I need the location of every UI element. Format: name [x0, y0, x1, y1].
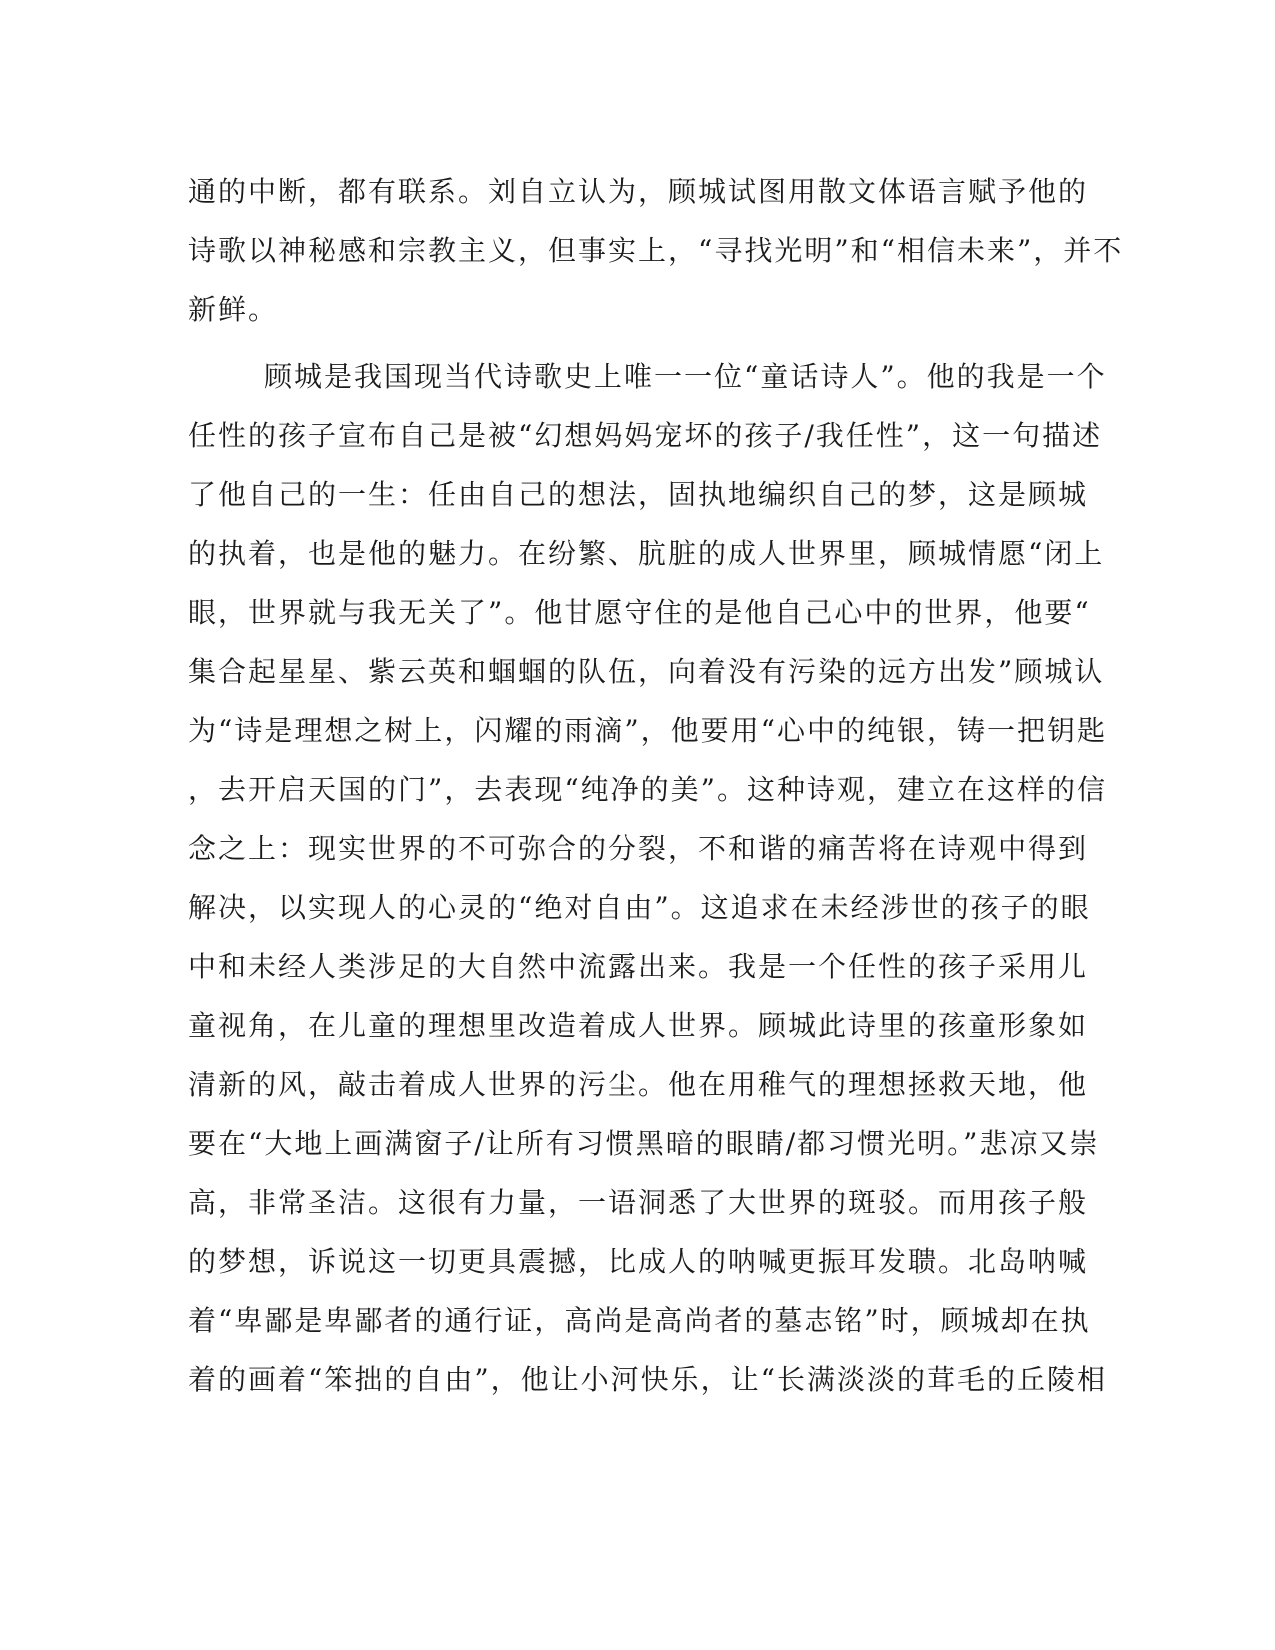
- text-line: 任性的孩子宣布自己是被“幻想妈妈宠坏的孩子/我任性”，这一句描述: [188, 419, 1103, 452]
- text-line: ，去开启天国的门”，去表现“纯净的美”。这种诗观，建立在这样的信: [188, 773, 1107, 806]
- text-line: 顾城是我国现当代诗歌史上唯一一位“童话诗人”。他的我是一个: [264, 360, 1107, 393]
- body-text: [188, 162, 1124, 1409]
- text-line: 集合起星星、紫云英和蝈蝈的队伍，向着没有污染的远方出发”顾城认: [188, 655, 1105, 688]
- text-line: 的执着，也是他的魅力。在纷繁、肮脏的成人世界里，顾城情愿“闭上: [188, 537, 1105, 570]
- text-line: 清新的风，敲击着成人世界的污尘。他在用稚气的理想拯救天地，他: [188, 1068, 1089, 1101]
- text-line: 了他自己的一生：任由自己的想法，固执地编织自己的梦，这是顾城: [188, 478, 1089, 511]
- paragraph-gap: [188, 339, 1068, 347]
- text-line: 中和未经人类涉足的大自然中流露出来。我是一个任性的孩子采用儿: [188, 950, 1089, 983]
- text-line: 为“诗是理想之树上，闪耀的雨滴”，他要用“心中的纯银，铸一把钥匙: [188, 714, 1107, 747]
- text-line: 新鲜。: [188, 293, 279, 326]
- text-line: 着的画着“笨拙的自由”，他让小河快乐，让“长满淡淡的茸毛的丘陵相: [188, 1363, 1107, 1396]
- text-line: 解决，以实现人的心灵的“绝对自由”。这追求在未经涉世的孩子的眼: [188, 891, 1091, 924]
- text-line: 念之上：现实世界的不可弥合的分裂，不和谐的痛苦将在诗观中得到: [188, 832, 1089, 865]
- text-line: 眼，世界就与我无关了”。他甘愿守住的是他自己心中的世界，他要“: [188, 596, 1091, 629]
- text-line: 诗歌以神秘感和宗教主义，但事实上，“寻找光明”和“相信未来”，并不: [188, 234, 1124, 267]
- text-line: 高，非常圣洁。这很有力量，一语洞悉了大世界的斑驳。而用孩子般: [188, 1186, 1089, 1219]
- text-line: 的梦想，诉说这一切更具震撼，比成人的呐喊更振耳发聩。北岛呐喊: [188, 1245, 1089, 1278]
- text-line: 通的中断，都有联系。刘自立认为，顾城试图用散文体语言赋予他的: [188, 175, 1089, 208]
- text-line: 要在“大地上画满窗子/让所有习惯黑暗的眼睛/都习惯光明。”悲凉又崇: [188, 1127, 1100, 1160]
- paragraph-2: [188, 347, 1107, 1409]
- text-line: 着“卑鄙是卑鄙者的通行证，高尚是高尚者的墓志铭”时，顾城却在执: [188, 1304, 1091, 1337]
- text-line: 童视角，在儿童的理想里改造着成人世界。顾城此诗里的孩童形象如: [188, 1009, 1089, 1042]
- paragraph-1: [188, 162, 1124, 339]
